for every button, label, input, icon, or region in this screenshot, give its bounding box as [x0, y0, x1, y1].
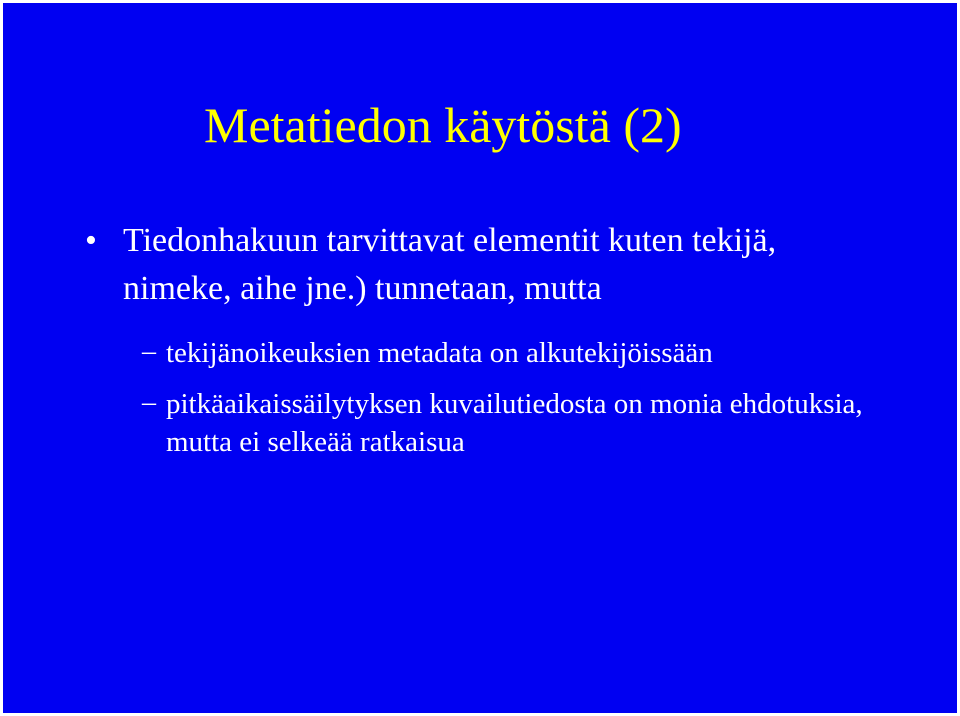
slide [3, 3, 957, 713]
bullet-text: Tiedonhakuun tarvittavat elementit kuten tekijä, nimeke, aihe jne.) tunnetaan, mutta [123, 222, 777, 307]
slide-title: Metatiedon käytöstä (2) [204, 97, 682, 153]
sub-bullet-text: tekijänoikeuksien metadata on alkutekijöissään [166, 337, 713, 369]
dash-icon: – [142, 387, 156, 418]
bullet-icon: • [85, 222, 97, 259]
sub-bullet-text: pitkäaikaissäilytyksen kuvailutiedosta on monia ehdotuksia, mutta ei selkeää ratkaisua [166, 388, 863, 458]
dash-icon: – [142, 336, 156, 367]
